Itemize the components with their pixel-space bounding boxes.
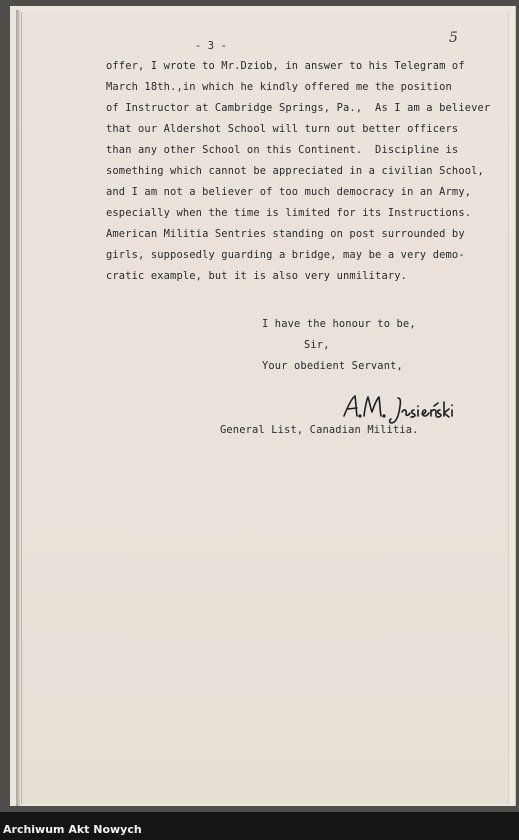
archive-label: Archiwum Akt Nowych	[3, 823, 142, 836]
closing-salutation: I have the honour to be,	[262, 318, 416, 330]
handwritten-signature	[340, 392, 458, 426]
body-line: American Militia Sentries standing on post surrounded by	[106, 228, 465, 240]
body-line: and I am not a believer of too much democracy in an Army,	[106, 186, 472, 198]
body-line: that our Aldershot School will turn out better officers	[106, 123, 459, 135]
body-line: offer, I wrote to Mr.Dziob, in answer to his Telegram of	[106, 60, 465, 72]
body-line: than any other School on this Continent. Discipline is	[106, 144, 459, 156]
signature-title: General List, Canadian Militia.	[220, 424, 419, 436]
page-edge-shadow	[16, 10, 20, 806]
body-line: girls, supposedly guarding a bridge, may be a very demo-	[106, 249, 465, 261]
closing-servant: Your obedient Servant,	[262, 360, 403, 372]
body-line: especially when the time is limited for its Instructions.	[106, 207, 472, 219]
closing-address: Sir,	[304, 339, 330, 351]
body-line: something which cannot be appreciated in a civilian School,	[106, 165, 484, 177]
body-line: of Instructor at Cambridge Springs, Pa., As I am a believer	[106, 102, 491, 114]
body-line: cratic example, but it is also very unmilitary.	[106, 270, 408, 282]
handwritten-page-number: 5	[449, 30, 458, 46]
body-line: March 18th.,in which he kindly offered me the position	[106, 81, 452, 93]
page-number: - 3 -	[195, 40, 228, 52]
